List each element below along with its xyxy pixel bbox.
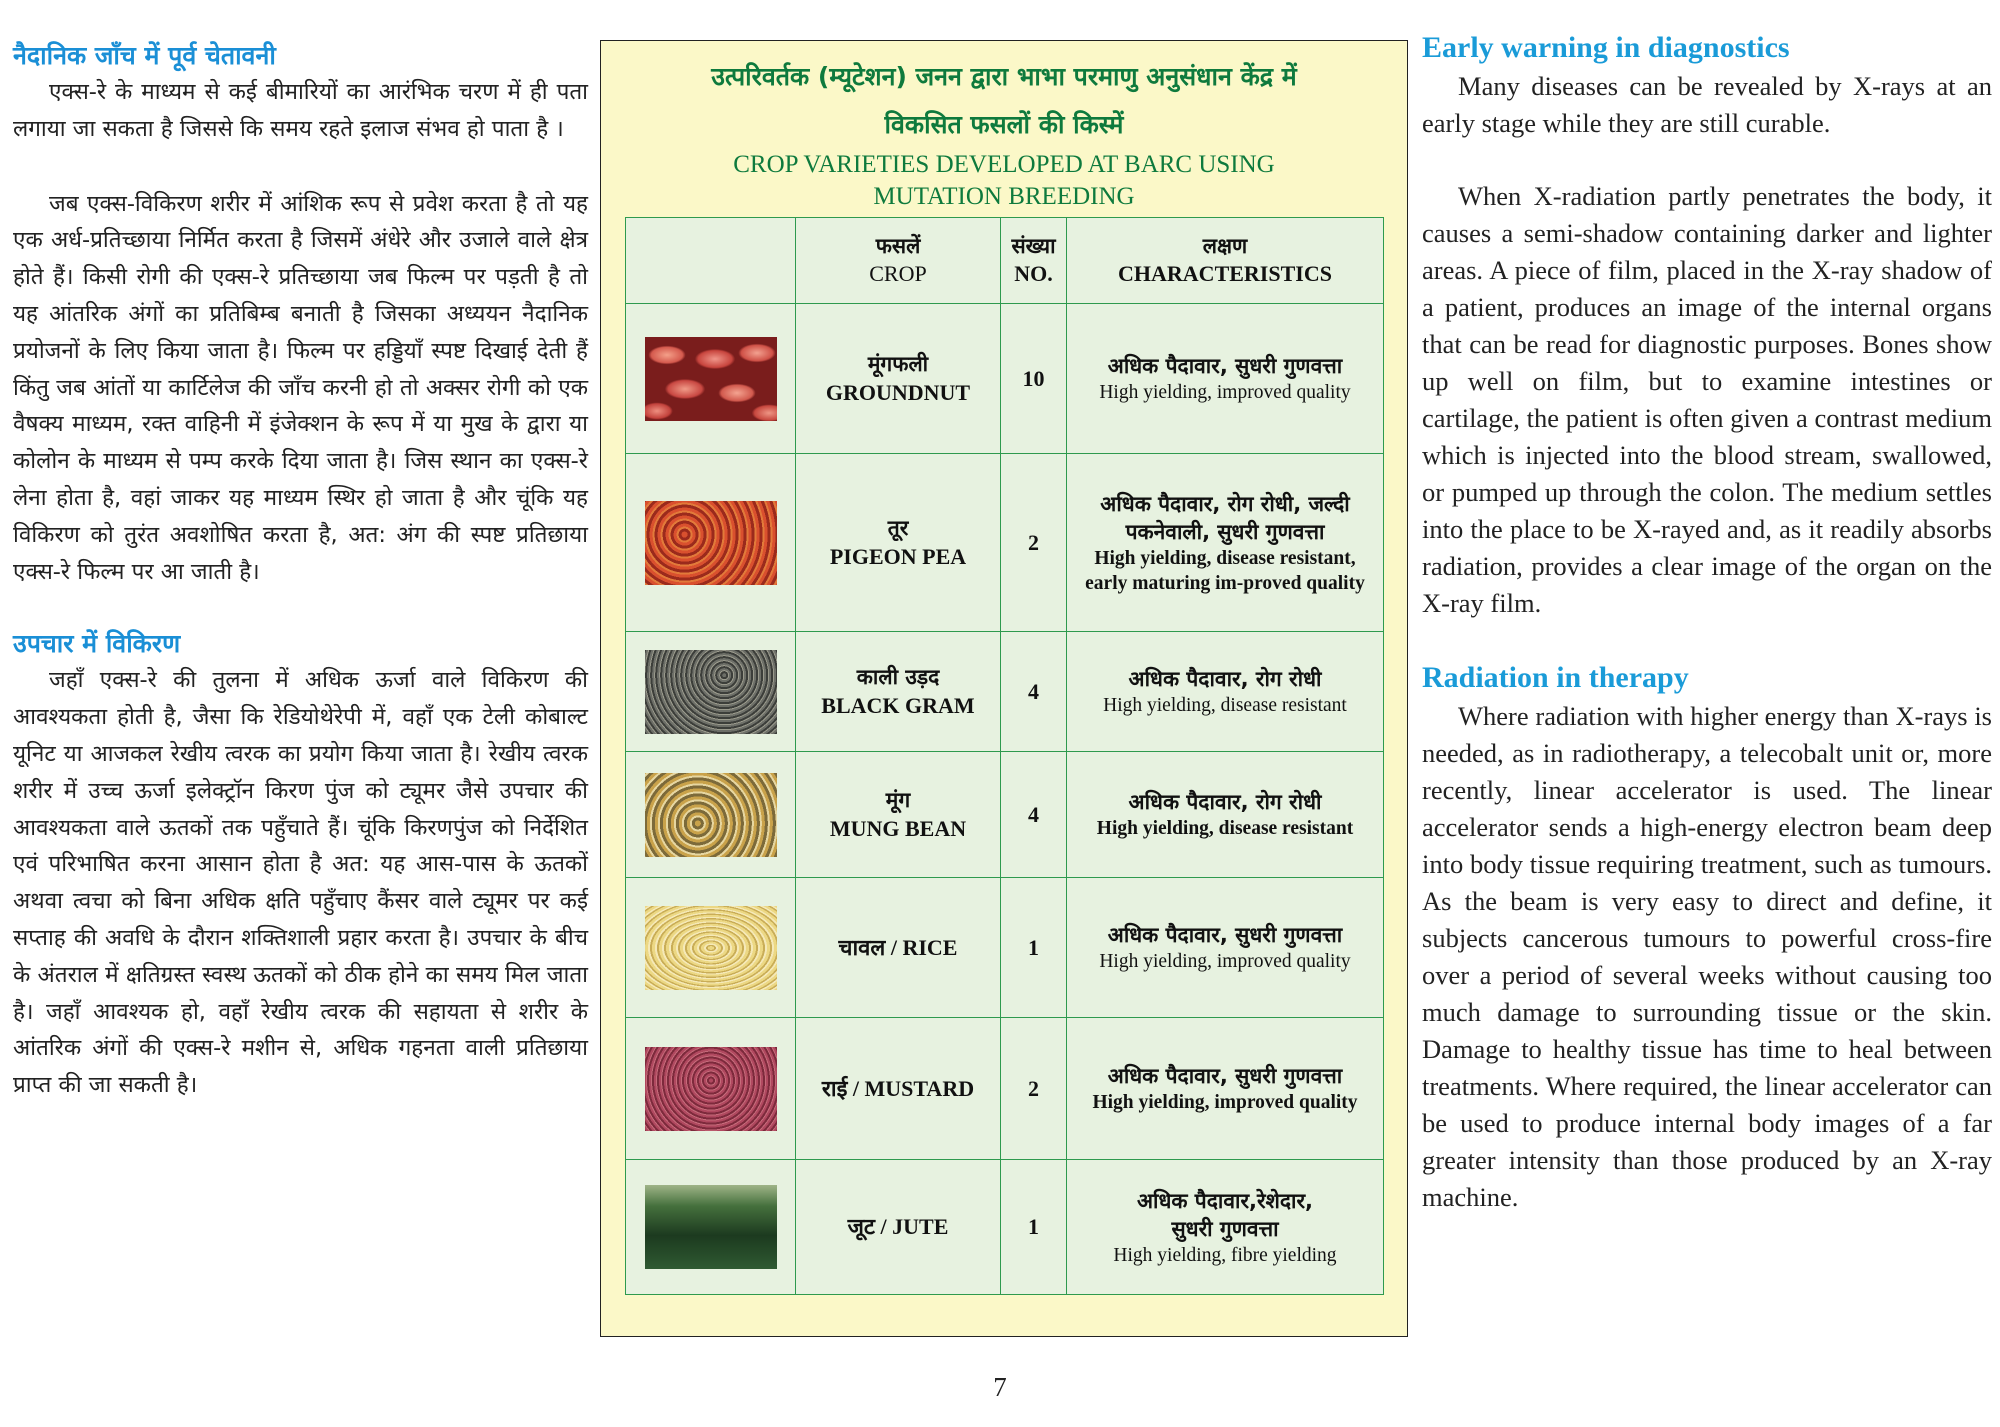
crop-name-cell [796,878,1001,1018]
table-row [626,752,1384,878]
crop-box-title [601,53,1407,213]
characteristics-english: High yielding, improved quality [1099,951,1351,972]
hindi-para-xray-shadow: जब एक्स-विकिरण शरीर में आंशिक रूप से प्रवेश करता है तो यह एक अर्ध-प्रतिच्छाया निर्मित करता है जिसमें अंधेरे और उजाले वाले क्षेत्र होते हैं। किसी रोगी की एक्स-रे प्रतिच्छाया जब फिल्म पर पड़ती है तो यह आंतरिक अंगों का प्रतिबिम्ब बनाती है जिसका अध्ययन नैदानिक प्रयोजनों के लिए किया जाता है। फिल्म पर हड्डियाँ स्पष्ट दिखाई देती हैं किंतु जब आंतों या कार्टिलेज की जाँच करनी हो तो अक्सर रोगी को एक वैषक्य माध्यम, रक्त वाहिनी में इंजेक्शन के रूप में या मुख के द्वारा या कोलोन के माध्यम से पम्प करके दिया जाता है। जिस स्थान का एक्स-रे लेना होता है, वहां जाकर यह माध्यम स्थिर हो जाता है और चूंकि यह विकिरण को तुरंत अवशोषित करता है, अत: अंग की स्पष्ट प्रतिछाया एक्स-रे फिल्म पर आ जाती है। [13,190,588,585]
crop-name-cell [796,1160,1001,1295]
crop-name-cell [796,1018,1001,1160]
variety-count: 1 [1001,878,1067,1018]
rice-photo [645,906,777,990]
characteristics-english: High yielding, disease resistant [1096,818,1354,839]
characteristics-hindi: अधिक पैदावार, सुधरी गुणवत्ता [1107,923,1343,947]
characteristics-cell [1067,632,1384,752]
characteristics-english: High yielding, disease resistant [1103,695,1347,716]
table-row [626,878,1384,1018]
table-row [626,1018,1384,1160]
characteristics-cell [1067,304,1384,454]
variety-count: 2 [1001,454,1067,632]
characteristics-hindi: अधिक पैदावार, सुधरी गुणवत्ता [1107,354,1343,378]
jute-photo [645,1185,777,1269]
variety-count: 4 [1001,752,1067,878]
crop-name-cell [796,304,1001,454]
crop-box-title-english-1: CROP VARIETIES DEVELOPED AT BARC USING [733,151,1275,178]
crop-box-title-hindi-1: उत्परिवर्तक (म्यूटेशन) जनन द्वारा भाभा परमाणु अनुसंधान केंद्र में [711,62,1297,91]
header-characteristics [1067,218,1384,304]
characteristics-hindi: अधिक पैदावार, सुधरी गुणवत्ता [1107,1064,1343,1088]
variety-count: 4 [1001,632,1067,752]
mung-bean-photo [645,773,777,857]
characteristics-cell [1067,752,1384,878]
hindi-para-early-detection: एक्स-रे के माध्यम से कई बीमारियों का आरंभिक चरण में ही पता लगाया जा सकता है जिससे कि समय रहते इलाज संभव हो पाता है । [13,79,588,142]
crop-name-label: चावल / RICE [838,934,958,960]
characteristics-english: High yielding, improved quality [1092,1092,1358,1113]
crop-name-label: जूट / JUTE [847,1214,949,1239]
characteristics-hindi: अधिक पैदावार,रेशेदार, [1136,1188,1314,1213]
hindi-heading-diagnostics: नैदानिक जाँच में पूर्व चेतावनी [13,41,276,70]
english-heading-therapy: Radiation in therapy [1422,661,1689,694]
groundnut-photo [645,337,777,421]
crop-name-cell [796,454,1001,632]
characteristics-hindi: अधिक पैदावार, रोग रोधी, जल्दी पकनेवाली, सुधरी गुणवत्ता [1100,491,1350,544]
header-image-cell [626,218,796,304]
crop-varieties-box [600,40,1408,1337]
english-para-therapy: Where radiation with higher energy than X-rays is needed, as in radiotherapy, a telecobalt unit or, more recently, linear accelerator is used. The linear accelerator sends a high-energy electron beam deep into body tissue requiring treatment, such as tumours. As the beam is very easy to direct and define, it subjects cancerous tumours to powerful cross-fire over a period of several weeks without causing too much damage to surrounding tissue or the skin. Damage to healthy tissue has time to heal between treatments. Where required, the linear accelerator can be used to produce internal body images of a far greater intensity than those produced by an X-ray machine. [1422,701,1992,1212]
crop-name-english: PIGEON PEA [829,543,967,569]
mustard-photo [645,1047,777,1131]
header-crop [796,218,1001,304]
crop-table [625,217,1384,1295]
characteristics-cell [1067,454,1384,632]
crop-name-hindi: तूर [887,515,909,540]
variety-count: 2 [1001,1018,1067,1160]
crop-name-english: GROUNDNUT [825,379,971,405]
characteristics-cell [1067,1160,1384,1295]
crop-name-cell [796,632,1001,752]
hindi-para-therapy: जहाँ एक्स-रे की तुलना में अधिक ऊर्जा वाले विकिरण की आवश्यकता होती है, जैसा कि रेडियोथेरेपी में, वहाँ एक टेली कोबाल्ट यूनिट या आजकल रेखीय त्वरक का प्रयोग किया जाता है। रेखीय त्वरक शरीर में उच्च ऊर्जा इलेक्ट्रॉन किरण पुंज को ट्यूमर जैसे उपचार की आवश्यकता वाले ऊतकों तक पहुँचाते हैं। चूंकि किरणपुंज को निर्देशित एवं परिभाषित करना आसान होता है अत: यह आस-पास के ऊतकों अथवा त्वचा को बिना अधिक क्षति पहुँचाए कैंसर वाले ट्यूमर पर कई सप्ताह की अवधि के दौरान शक्तिशाली प्रहार करता है। उपचार के बीच के अंतराल में क्षतिग्रस्त स्वस्थ ऊतकों को ठीक होने का समय मिल जाता है। जहाँ आवश्यक हो, वहाँ रेखीय त्वरक की सहायता से शरीर के आंतरिक अंगों की एक्स-रे मशीन से, अधिक गहनता वाली प्रतिछाया प्राप्त की जा सकती है। [13,667,588,1099]
header-number-english: NO. [1014,260,1053,286]
table-row [626,454,1384,632]
english-para-early-detection: Many diseases can be revealed by X-rays at an early stage while they are still curable. [1422,71,1992,138]
header-characteristics-hindi: लक्षण [1202,233,1248,258]
table-row [626,1160,1384,1295]
characteristics-hindi: अधिक पैदावार, रोग रोधी [1128,790,1322,814]
header-number-hindi: संख्या [1011,233,1056,258]
characteristics-hindi: सुधरी गुणवत्ता [1171,1216,1279,1241]
pigeon-pea-photo [645,501,777,585]
crop-box-title-english-2: MUTATION BREEDING [873,183,1135,210]
characteristics-english: High yielding, fibre yielding [1113,1244,1337,1266]
characteristics-english: High yielding, disease resistant, early maturing im-proved quality [1085,547,1365,594]
characteristics-cell [1067,878,1384,1018]
crop-name-english: BLACK GRAM [821,692,975,718]
crop-name-hindi: मूंगफली [867,351,929,376]
table-row [626,632,1384,752]
crop-name-label: राई / MUSTARD [821,1075,975,1101]
english-heading-diagnostics: Early warning in diagnostics [1422,31,1790,64]
header-crop-english: CROP [869,260,927,286]
black-gram-photo [645,650,777,734]
crop-name-hindi: मूंग [885,787,911,812]
table-row [626,304,1384,454]
hindi-column [13,38,588,1104]
page-number: 7 [993,1372,1007,1402]
english-para-xray-shadow: When X-radiation partly penetrates the body, it causes a semi-shadow containing darker and lighter areas. A piece of film, placed in the X-ray shadow of a patient, produces an image of the internal organs that can be read for diagnostic purposes. Bones show up well on film, but to examine intestines or cartilage, the patient is often given a contrast medium which is injected into the blood stream, swallowed, or pumped up through the colon. The medium settles into the place to be X-rayed and, as it readily absorbs radiation, provides a clear image of the organ on the X-ray film. [1422,181,1992,618]
characteristics-english: High yielding, improved quality [1099,382,1351,403]
crop-name-english: MUNG BEAN [829,815,967,841]
crop-name-hindi: काली उड़द [856,664,940,689]
header-crop-hindi: फसलें [875,233,921,258]
variety-count: 1 [1001,1160,1067,1295]
variety-count: 10 [1001,304,1067,454]
crop-box-title-hindi-2: विकसित फसलों की किस्में [884,110,1124,139]
characteristics-cell [1067,1018,1384,1160]
header-characteristics-english: CHARACTERISTICS [1118,260,1332,286]
english-column [1422,28,1992,1216]
crop-name-cell [796,752,1001,878]
table-header-row [626,218,1384,304]
hindi-heading-therapy: उपचार में विकिरण [13,629,181,659]
header-number [1001,218,1067,304]
characteristics-hindi: अधिक पैदावार, रोग रोधी [1128,667,1322,691]
